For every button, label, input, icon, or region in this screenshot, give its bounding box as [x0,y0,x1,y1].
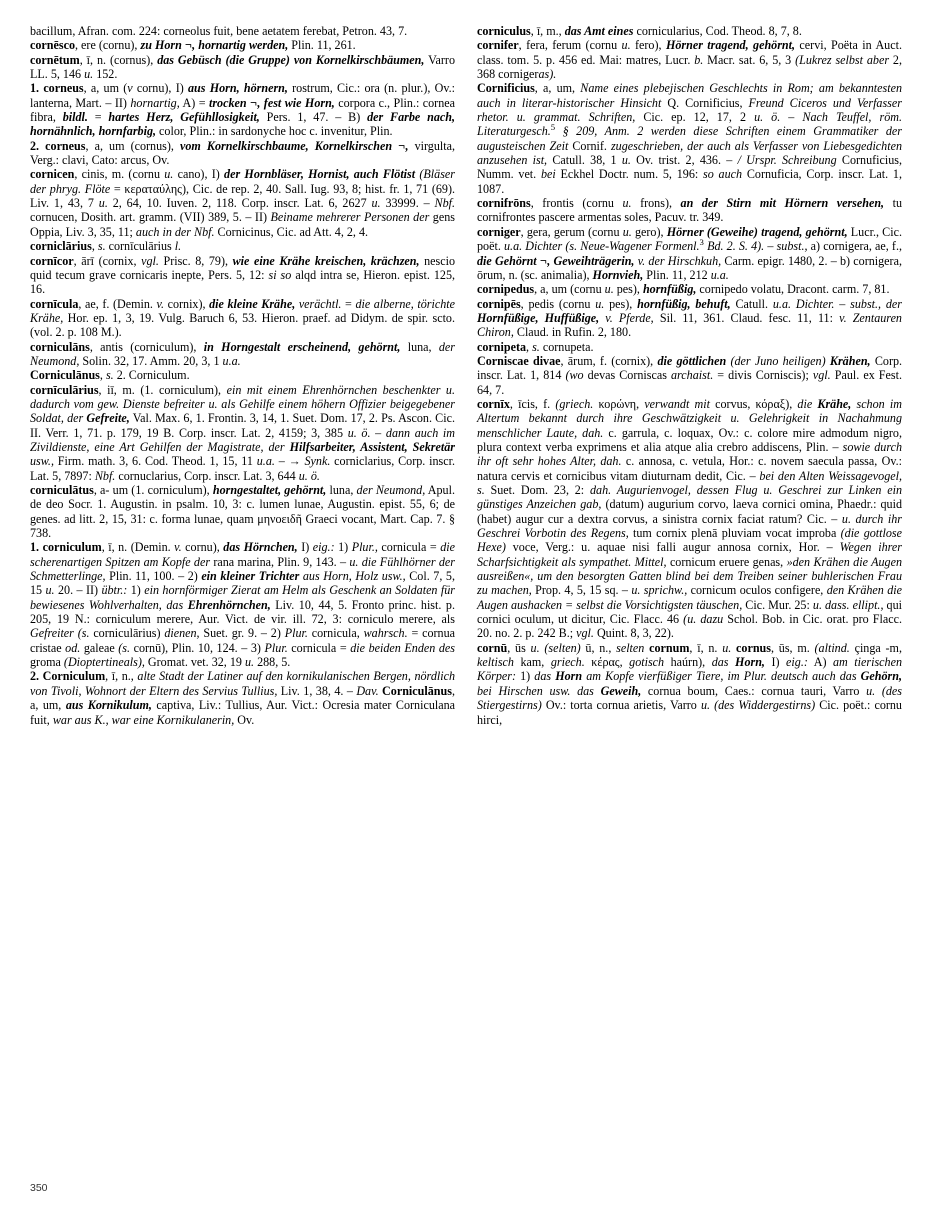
dictionary-entry: cornipedus, a, um (cornu u. pes), hornfüßig, cornipedo volatu, Dracont. carm. 7, 81. [477,282,890,297]
dictionary-entry: cornīculārius, iī, m. (1. corniculum), ein mit einem Ehrenhörnchen beschenkter u. dadurch vom gew. Dienste befreiter u. als Gehilfe einem höhern Offizier beigegebener Soldat, der Gefreite, Val. Max. 6, 1. Frontin. 3, 14, 1. Suet. Dom. 17, 2. Ps. Ascon. Cic. II. Verr. 1, 71. p. 179, 19 B. Corp. inscr. Lat. 2, 4159; 3, 385 u. ö. – dann auch im Zivildienste, eine Art Gehilfen der Magistrate, der Hilfsarbeiter, Assistent, Sekretär usw., Firm. math. 3, 6. Cod. Theod. 1, 15, 11 u.a. – → Synk. corniclarius, Corp. inscr. Lat. 5, 7897: Nbf. cornuclarius, Corp. inscr. Lat. 3, 644 u. ö. [30,382,456,483]
dictionary-entry: cornētum, ī, n. (cornus), das Gebüsch (die Gruppe) von Kornelkirschbäumen, Varro LL. 5, 146 u. 152. [30,52,455,82]
left-text-column [30,24,455,1154]
dictionary-entry: corniger, gera, gerum (cornu u. gero), Hörner (Geweihe) tragend, gehörnt, Lucr., Cic. poët. u.a. Dichter (s. Neue-Wagener Formenl.$^3$ Bd. 2. S. 4). – subst., a) cornigera, ae, f., die Gehörnt ¬, Geweihträgerin, v. der Hirschkuh, Carm. epigr. 1480, 2. – b) cornigera, ōrum, n. (sc. animalia), Hornvieh, Plin. 11, 212 u.a. [477,224,903,282]
dictionary-entry: corniculus, ī, m., das Amt eines cornicularius, Cod. Theod. 8, 7, 8. [477,24,802,38]
dictionary-entry: 2. Corniculum, ī, n., alte Stadt der Latiner auf den kornikulanischen Bergen, nördlich von Tivoli, Wohnort der Eltern des Servius Tullius, Liv. 1, 38, 4. – Dav. Corniculānus, a, um, aus Kornikulum, captiva, Liv.: Tullius, Aur. Vict.: Ocresia mater Corniculana fuit, war aus K., war eine Kornikulanerin, Ov. [30,669,456,727]
dictionary-entry: cornīx, īcis, f. (griech. κορώνη, verwandt mit corvus, κόραξ), die Krähe, schon im Altertum bekannt durch ihre Geschwätzigkeit u. Gelehrigkeit in Nachahmung menschlicher Laute, dah. c. garrula, c. loquax, Ov.: c. colore mire admodum nigro, plura context verba exprimens et alia atque alia crebro addiscens, Plin. – sowie durch ihr oft sehr hohes Alter, dah. c. annosa, c. vetula, Hor.: c. novem saecula passa, Ov.: natura cervis et cornicibus vitam diuturnam dedit, Cic. – bei den Alten Weissagevogel, s. Suet. Dom. 23, 2: dah. Augurienvogel, dessen Flug u. Geschrei zur Linken ein günstiges Anzeichen gab, (datum) augurium corvo, laeva cornici omina, Phaedr.: quid (habet) augur cur a dextra corvus, a sinistra cornix faciat ratum? Cic. – u. durch ihr Geschrei Vorbotin des Regens, tum cornix plenā pluviam vocat improba (die gottlose Hexe) voce, Verg.: u. aquae nisi falli augur annosa cornix, Hor. – Wegen ihrer Scharfsichtigkeit als sympathet. Mittel, cornicum eruere genas, »den Krähen die Augen ausreißen«, um den besorgten Gatten blind bei dem Treiben seiner buhlerischen Frau zu machen, Prop. 4, 5, 15 sq. – u. sprichw., cornicum oculos configere, den Krähen die Augen aushacken = selbst die Vorsichtigsten täuschen, Cic. Mur. 25: u. dass. ellipt., qui cornici oculum, ut dicitur, Cic. Flacc. 46 (u. dazu Schol. Bob. in Cic. orat. pro Flacc. 20. no. 2. p. 242 B.; vgl. Quint. 8, 3, 22). [477,396,903,641]
dictionary-entry: cornifrōns, frontis (cornu u. frons), an der Stirn mit Hörnern versehen, tu cornifrontes pascere armentas soles, Pacuv. tr. 349. [477,196,903,225]
dictionary-entry: corniclārius, s. cornīculārius l. [30,239,182,254]
dictionary-entry: cornifer, fera, ferum (cornu u. fero), Hörner tragend, gehörnt, cervi, Poëta in Auct. class. tom. 5. p. 456 ed. Mai: matres, Lucr. b. Macr. sat. 6, 5, 3 (Lukrez selbst aber 2, 368 cornigeras). [477,38,902,82]
dictionary-entry: cornīcula, ae, f. (Demin. v. cornix), die kleine Krähe, verächtl. = die alberne, törichte Krähe, Hor. ep. 1, 3, 19. Vulg. Baruch 6, 53. Hieron. praef. ad Didym. de spir. scto. (vol. 2. p. 108 M.). [30,296,455,340]
dictionary-entry: cornipeta, s. cornupeta. [477,339,594,354]
dictionary-entry: Corniscae divae, ārum, f. (cornix), die göttlichen (der Juno heiligen) Krähen, Corp. inscr. Lat. 1, 814 (wo devas Corniscas archaist. = divis Corniscis); vgl. Paul. ex Fest. 64, 7. [477,353,903,397]
dictionary-entry: 2. corneus, a, um (cornus), vom Kornelkirschbaume, Kornelkirschen ¬, virgulta, Verg.: clavi, Cato: arcus, Ov. [30,138,455,168]
right-text-column [477,24,902,1154]
page-number: 350 [30,1182,48,1194]
dictionary-entry: bacillum, Afran. com. 224: corneolus fuit, bene aetatem ferebat, Petron. 43, 7. [30,24,408,38]
dictionary-entry: Cornificius, a, um, Name eines plebejischen Geschlechts in Rom; am bekanntesten auch in literar-historischer Hinsicht Q. Cornificius, Freund Ciceros und Verfasser rhetor. u. grammat. Schriften, Cic. ep. 12, 17, 2 u. ö. – Nach Teuffel, röm. Literaturgesch.$^5$ § 209, Anm. 2 werden diese Schriften einem Grammatiker der augusteischen Zeit Cornif. zugeschrieben, der auch als Verfasser von Liebesgedichten anzusehen ist, Catull. 38, 1 u. Ov. trist. 2, 436. – / Urspr. Schreibung Cornuficius, Numm. vet. bei Eckhel Doctr. num. 5, 196: so auch Cornuficia, Corp. inscr. Lat. 1, 1087. [477,81,903,196]
dictionary-entry: cornū, ūs u. (selten) ū, n., selten cornum, ī, n. u. cornus, ūs, m. (altind. çinga -m, keltisch kam, griech. κέρας, gotisch haúrn), das Horn, I) eig.: A) am tierischen Körper: 1) das Horn am Kopfe vierfüßiger Tiere, im Plur. deutsch auch das Gehörn, bei Hirschen usw. das Geweih, cornua boum, Caes.: cornua tauri, Varro u. (des Stiergestirns) Ov.: torta cornua arietis, Varro u. (des Widdergestirns) Cic. poët.: cornu hirci, [477,640,903,727]
two-column-layout [30,24,907,1154]
dictionary-entry: 1. corniculum, ī, n. (Demin. v. cornu), das Hörnchen, I) eig.: 1) Plur., cornicula = die scherenartigen Spitzen am Kopfe der rana marina, Plin. 9, 143. – u. die Fühlhörner der Schmetterlinge, Plin. 11, 100. – 2) ein kleiner Trichter aus Horn, Holz usw., Col. 7, 5, 15 u. 20. – II) übtr.: 1) ein hornförmiger Zierat am Helm als Geschenk an Soldaten für bewiesenes Wohlverhalten, das Ehrenhörnchen, Liv. 10, 44, 5. Fronto princ. hist. p. 205, 19 N.: corniculum merere, Aur. Vict. de vir. ill. 72, 3: corniculo merere, als Gefreiter (s. corniculārius) dienen, Suet. gr. 9. – 2) Plur. cornicula, wahrsch. = cornua cristae od. galeae (s. cornū), Plin. 10, 124. – 3) Plur. cornicula = die beiden Enden des groma (Dioptertineals), Gromat. vet. 32, 19 u. 288, 5. [30,540,456,670]
dictionary-entry: cornicen, cinis, m. (cornu u. cano), I) der Hornbläser, Hornist, auch Flötist (Bläser der phryg. Flöte = κεραταύλης), Cic. de rep. 2, 40. Sall. Iug. 93, 8; hist. fr. 1, 71 (69). Liv. 1, 43, 7 u. 2, 64, 10. Iuven. 2, 118. Corp. inscr. Lat. 6, 2627 u. 33999. – Nbf. cornucen, Dosith. art. gramm. (VII) 389, 5. – II) Beiname mehrerer Personen der gens Oppia, Liv. 3, 35, 11; auch in der Nbf. Cornicinus, Cic. ad Att. 4, 2, 4. [30,167,456,239]
dictionary-entry: cornipēs, pedis (cornu u. pes), hornfüßig, behuft, Catull. u.a. Dichter. – subst., der Hornfüßige, Huffüßige, v. Pferde, Sil. 11, 361. Claud. fesc. 11, 11: v. Zentauren Chiron, Claud. in Rufin. 2, 180. [477,296,903,340]
dictionary-entry: corniculāns, antis (corniculum), in Horngestalt erscheinend, gehörnt, luna, der Neumond, Solin. 32, 17. Amm. 20, 3, 1 u.a. [30,339,455,368]
dictionary-entry: corniculātus, a- um (1. corniculum), horngestaltet, gehörnt, luna, der Neumond, Apul. de deo Socr. 1. Augustin. in psalm. 10, 3: c. lumen lunae, Augustin. epist. 55, 6; de genes. ad litt. 2, 15, 31: c. forma lunae, quam μηνοειδῆ Graeci vocant, Mart. Cap. 7. § 738. [30,483,455,541]
dictionary-entry: cornīcor, ārī (cornix, vgl. Prisc. 8, 79), wie eine Krähe kreischen, krächzen, nescio quid tecum grave cornicaris inepte, Pers. 5, 12: si so alqd intra se, Hieron. epist. 125, 16. [30,253,456,297]
dictionary-entry: 1. corneus, a, um (v cornu), I) aus Horn, hörnern, rostrum, Cic.: ora (n. plur.), Ov.: lanterna, Mart. – II) hornartig, A) = trocken ¬, fest wie Horn, corpora c., Plin.: cornea fibra, bildl. = hartes Herz, Gefühllosigkeit, Pers. 1, 47. – B) der Farbe nach, hornähnlich, hornfarbig, color, Plin.: in sardonyche hoc c. invenitur, Plin. [30,81,455,139]
dictionary-entry: Corniculānus, s. 2. Corniculum. [30,368,190,383]
dictionary-entry: cornēsco, ere (cornu), zu Horn ¬, hornartig werden, Plin. 11, 261. [30,38,356,53]
